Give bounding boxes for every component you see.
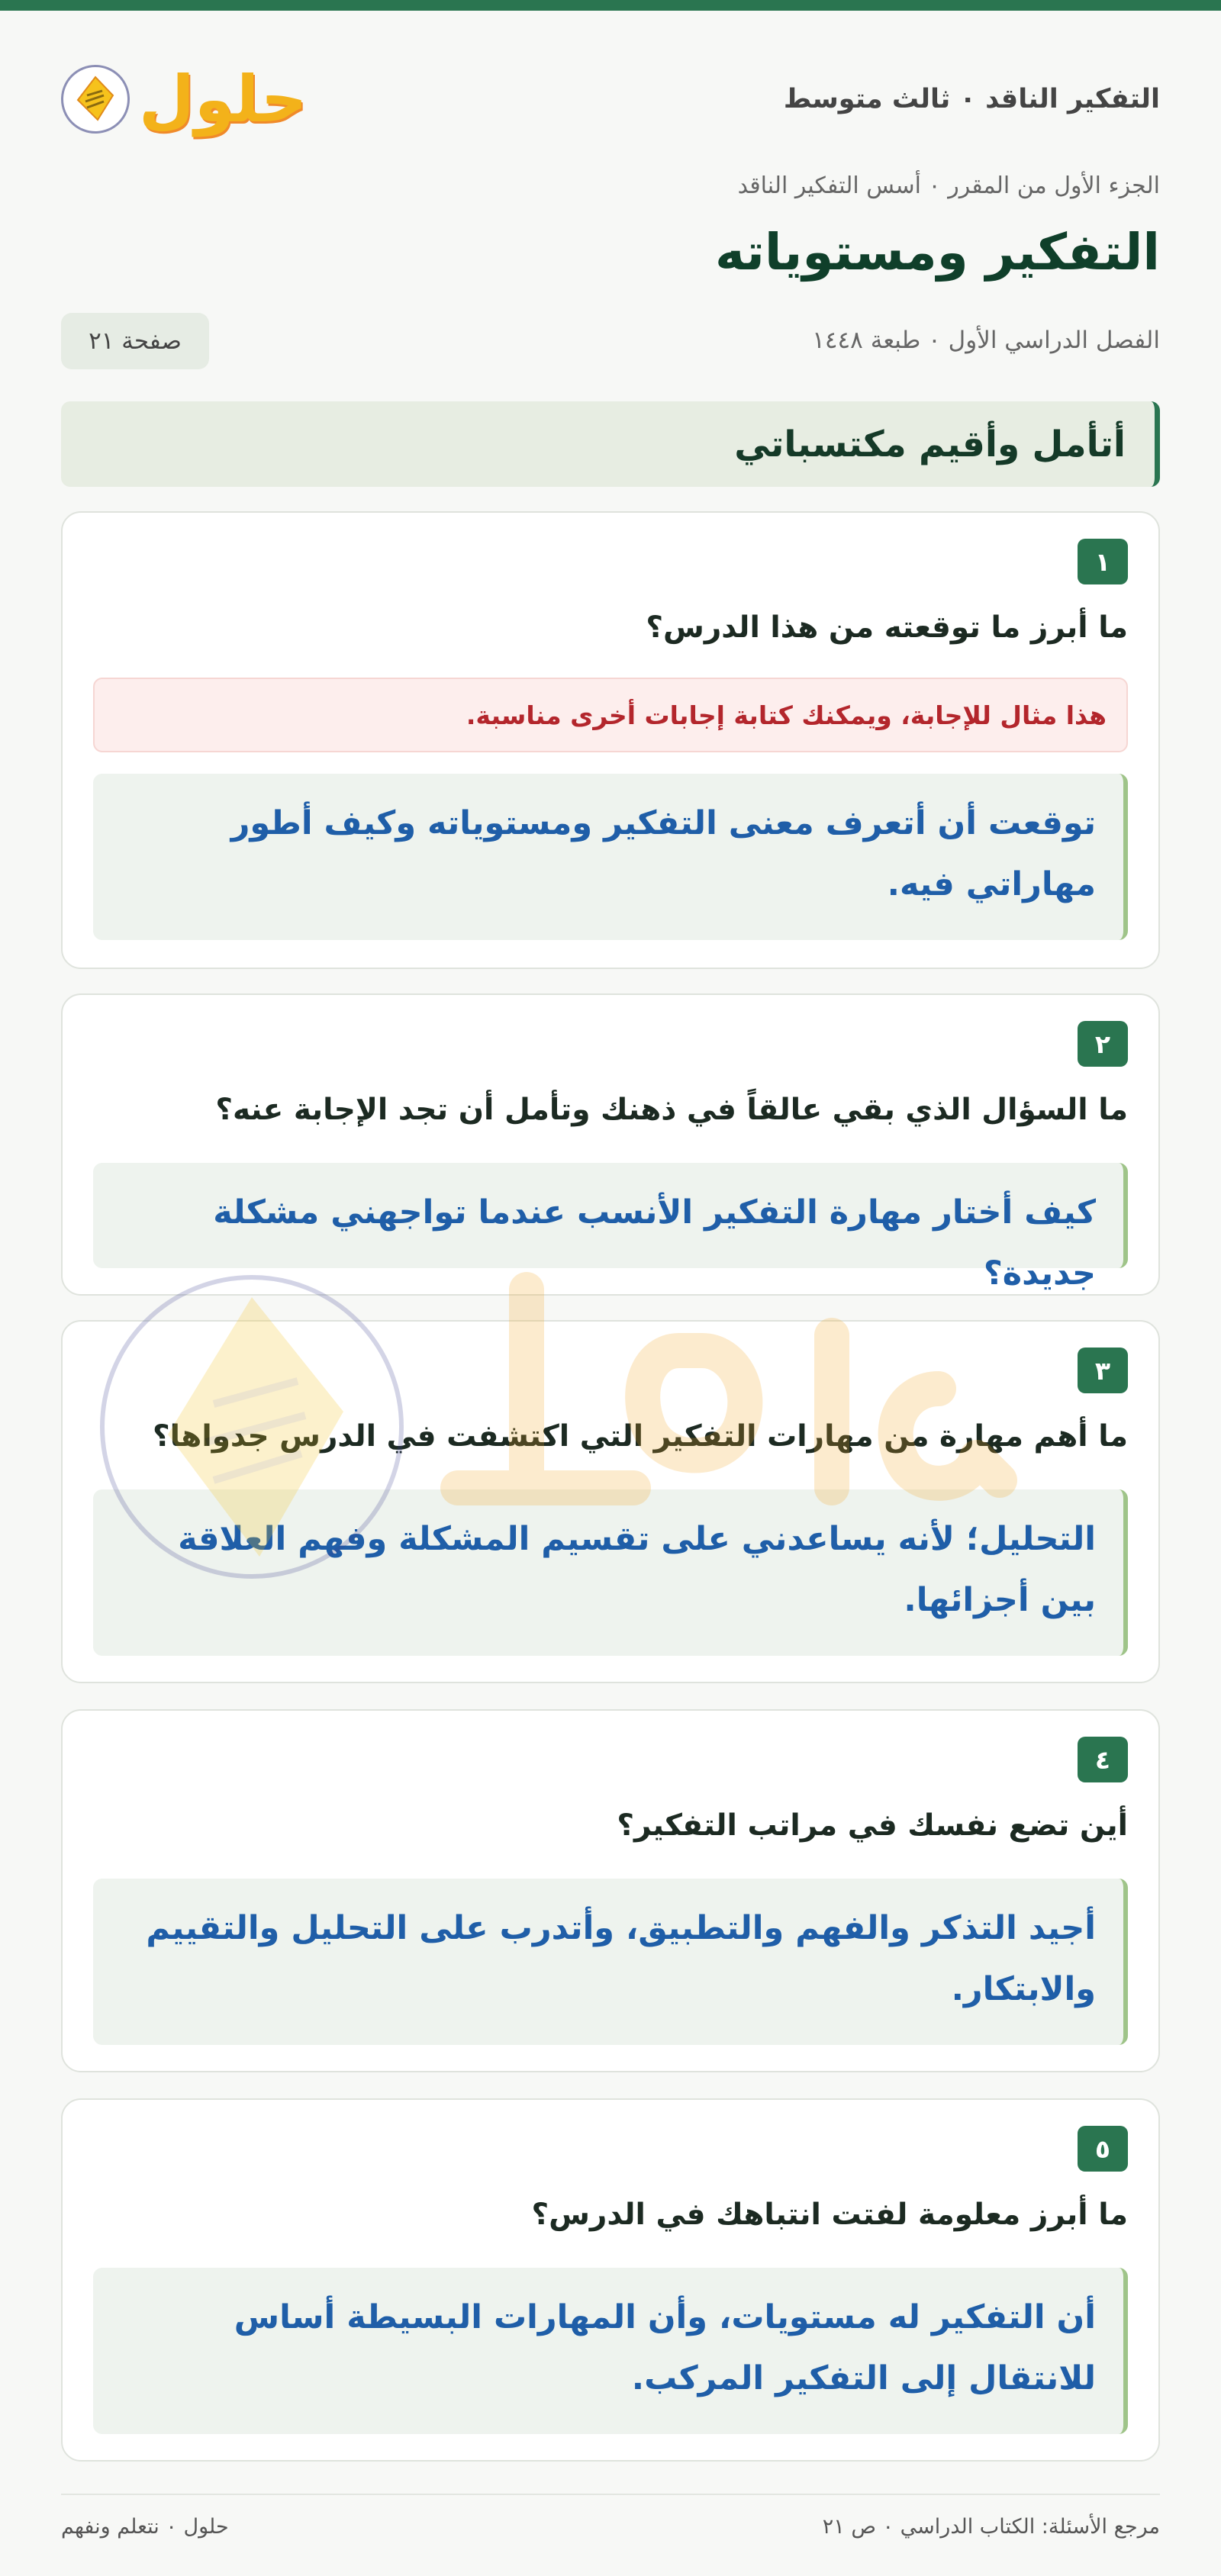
question-card [61, 993, 1160, 1296]
question-text: ما أهم مهارة من مهارات التفكير التي اكتشفت في الدرس جدواها؟ [153, 1419, 1128, 1454]
page-header [61, 53, 1160, 145]
answer-box: التحليل؛ لأنه يساعدني على تقسيم المشكلة وفهم العلاقة بين أجزائها. [93, 1489, 1128, 1656]
book-icon [61, 65, 130, 134]
question-number: ٣ [1078, 1348, 1128, 1393]
answer-box: أن التفكير له مستويات، وأن المهارات البسيطة أساس للانتقال إلى التفكير المركب. [93, 2268, 1128, 2434]
answer-box: توقعت أن أتعرف معنى التفكير ومستوياته وكيف أطور مهاراتي فيه. [93, 774, 1128, 940]
question-card [61, 1709, 1160, 2072]
page-title: التفكير ومستوياته [715, 223, 1160, 282]
term-label: الفصل الدراسي الأول ٠ طبعة ١٤٤٨ [812, 327, 1160, 354]
top-accent-strip [0, 0, 1221, 11]
question-card [61, 511, 1160, 969]
question-number: ١ [1078, 539, 1128, 584]
question-text: ما أبرز معلومة لفتت انتباهك في الدرس؟ [531, 2198, 1128, 2232]
footer-brand: حلول ٠ نتعلم ونفهم [61, 2515, 229, 2539]
subject-label: التفكير الناقد ٠ ثالث متوسط [783, 84, 1160, 114]
question-text: ما السؤال الذي بقي عالقاً في ذهنك وتأمل أن تجد الإجابة عنه؟ [215, 1093, 1128, 1127]
question-number: ٥ [1078, 2126, 1128, 2172]
footer-reference: مرجع الأسئلة: الكتاب الدراسي ٠ ص ٢١ [822, 2515, 1160, 2539]
course-part-label: الجزء الأول من المقرر ٠ أسس التفكير الناقد [737, 172, 1160, 199]
footer-divider [61, 2494, 1160, 2495]
section-title: أتأمل وأقيم مكتسباتي [61, 401, 1160, 487]
logo-wordmark: حلول [139, 62, 308, 137]
question-text: ما أبرز ما توقعته من هذا الدرس؟ [646, 610, 1128, 645]
site-logo[interactable] [61, 62, 308, 137]
question-text: أين تضع نفسك في مراتب التفكير؟ [617, 1808, 1128, 1843]
answer-box: كيف أختار مهارة التفكير الأنسب عندما تواجهني مشكلة جديدة؟ [93, 1163, 1128, 1268]
question-card [61, 1320, 1160, 1683]
question-number: ٢ [1078, 1021, 1128, 1067]
example-note: هذا مثال للإجابة، ويمكنك كتابة إجابات أخرى مناسبة. [93, 678, 1128, 752]
page-number-badge: صفحة ٢١ [61, 313, 209, 369]
question-number: ٤ [1078, 1737, 1128, 1782]
answer-box: أجيد التذكر والفهم والتطبيق، وأتدرب على التحليل والتقييم والابتكار. [93, 1879, 1128, 2045]
question-card [61, 2098, 1160, 2462]
